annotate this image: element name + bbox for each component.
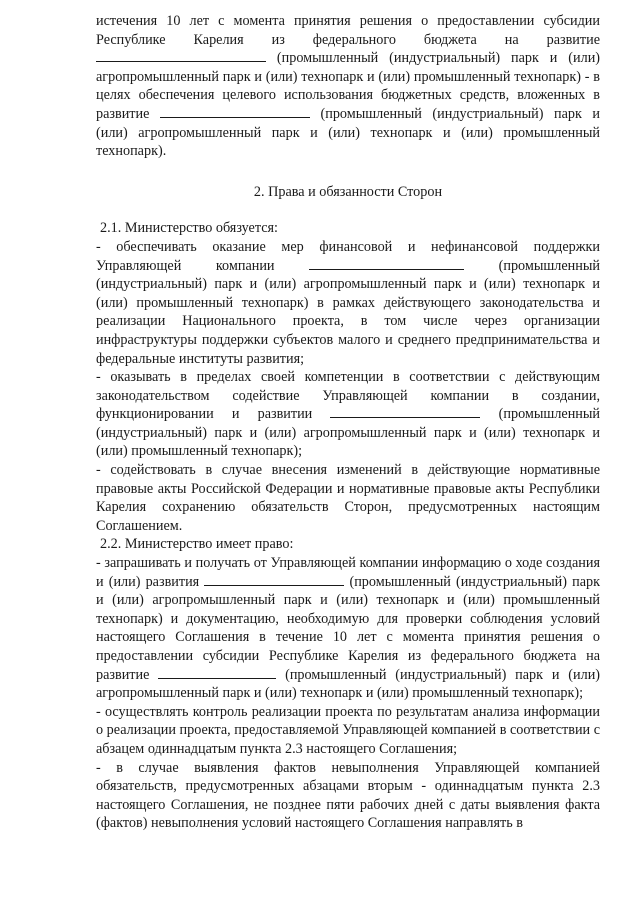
blank-line — [96, 49, 266, 62]
list-item — [96, 554, 600, 703]
list-text: (промышленный (индустриальный) парк и (или) агропромышленный парк и (или) технопарк и (или) промышленный технопарк); — [96, 406, 601, 460]
blank-line — [160, 105, 310, 118]
list-text: (промышленный (индустриальный) парк и (или) агропромышленный парк и (или) технопарк и (или) промышленный технопарк) в рамках действующего законодательства и реализации Национального проекта, в том числе через организации инфраструктуры поддержки субъектов малого и среднего предпринимательства и федеральные институты развития; — [96, 257, 600, 367]
blank-line — [330, 405, 480, 418]
list-item: - осуществлять контроль реализации проекта по результатам анализа информации о реализации проекта, предоставляемой Управляющей компанией в соответствии с абзацем одиннадцатым пункта 2.3 настоящего Соглашения; — [96, 703, 600, 757]
blank-line — [204, 573, 344, 586]
section-heading: 2. Права и обязанности Сторон — [253, 183, 443, 200]
list-text: (промышленный (индустриальный) парк и (или) агропромышленный парк и (или) технопарк и (или) промышленный технопарк) и документацию, необходимую для проверки соблюдения условий настоящего Соглашения в течение 10 лет с момента принятия решения о предоставлении субсидии Республике Карелия из федерального бюджета на развитие — [96, 573, 600, 683]
list-item — [96, 238, 600, 368]
list-item — [96, 368, 600, 461]
list-text: - оказывать в пределах своей компетенции в соответствии с действующим законодательством содействие Управляющей компании в создании, функционировании и развитии — [96, 369, 600, 423]
blank-line — [309, 257, 464, 270]
list-text: - запрашивать и получать от Управляющей компании информацию о ходе создания и (или) развития — [96, 555, 600, 590]
subsection-2-1: 2.1. Министерство обязуется: — [100, 220, 278, 237]
blank-line — [158, 666, 276, 679]
intro-text-2: (промышленный (индустриальный) парк и (или) агропромышленный парк и (или) технопарк и (или) промышленный технопарк) - в целях обеспечения целевого использования бюджетных средств, вложенных в развитие — [96, 50, 601, 122]
list-item: - в случае выявления фактов невыполнения Управляющей компанией обязательств, предусмотренных абзацами вторым - одиннадцатым пункта 2.3 настоящего Соглашения, не позднее пяти рабочих дней с даты выявления факта (фактов) невыполнения условий настоящего Соглашения направлять в — [96, 759, 600, 832]
subsection-2-2: 2.2. Министерство имеет право: — [100, 536, 294, 553]
document-page — [96, 12, 600, 833]
list-text: - обеспечивать оказание мер финансовой и нефинансовой поддержки Управляющей компании — [96, 238, 600, 274]
paragraph-intro — [96, 12, 600, 161]
list-text: (промышленный (индустриальный) парк и (или) агропромышленный парк и (или) технопарк и (или) промышленный технопарк); — [96, 666, 601, 702]
intro-text-1: истечения 10 лет с момента принятия решения о предоставлении субсидии Республике Карелия из федерального бюджета на развитие — [96, 13, 600, 48]
intro-text-3: (промышленный (индустриальный) парк и (или) агропромышленный парк и (или) технопарк и (или) промышленный технопарк). — [96, 105, 601, 160]
list-item: - содействовать в случае внесения изменений в действующие нормативные правовые акты Российской Федерации и нормативные правовые акты Республики Карелия сохранению обязательств Сторон, предусмотренных настоящим Соглашением. — [96, 462, 600, 534]
